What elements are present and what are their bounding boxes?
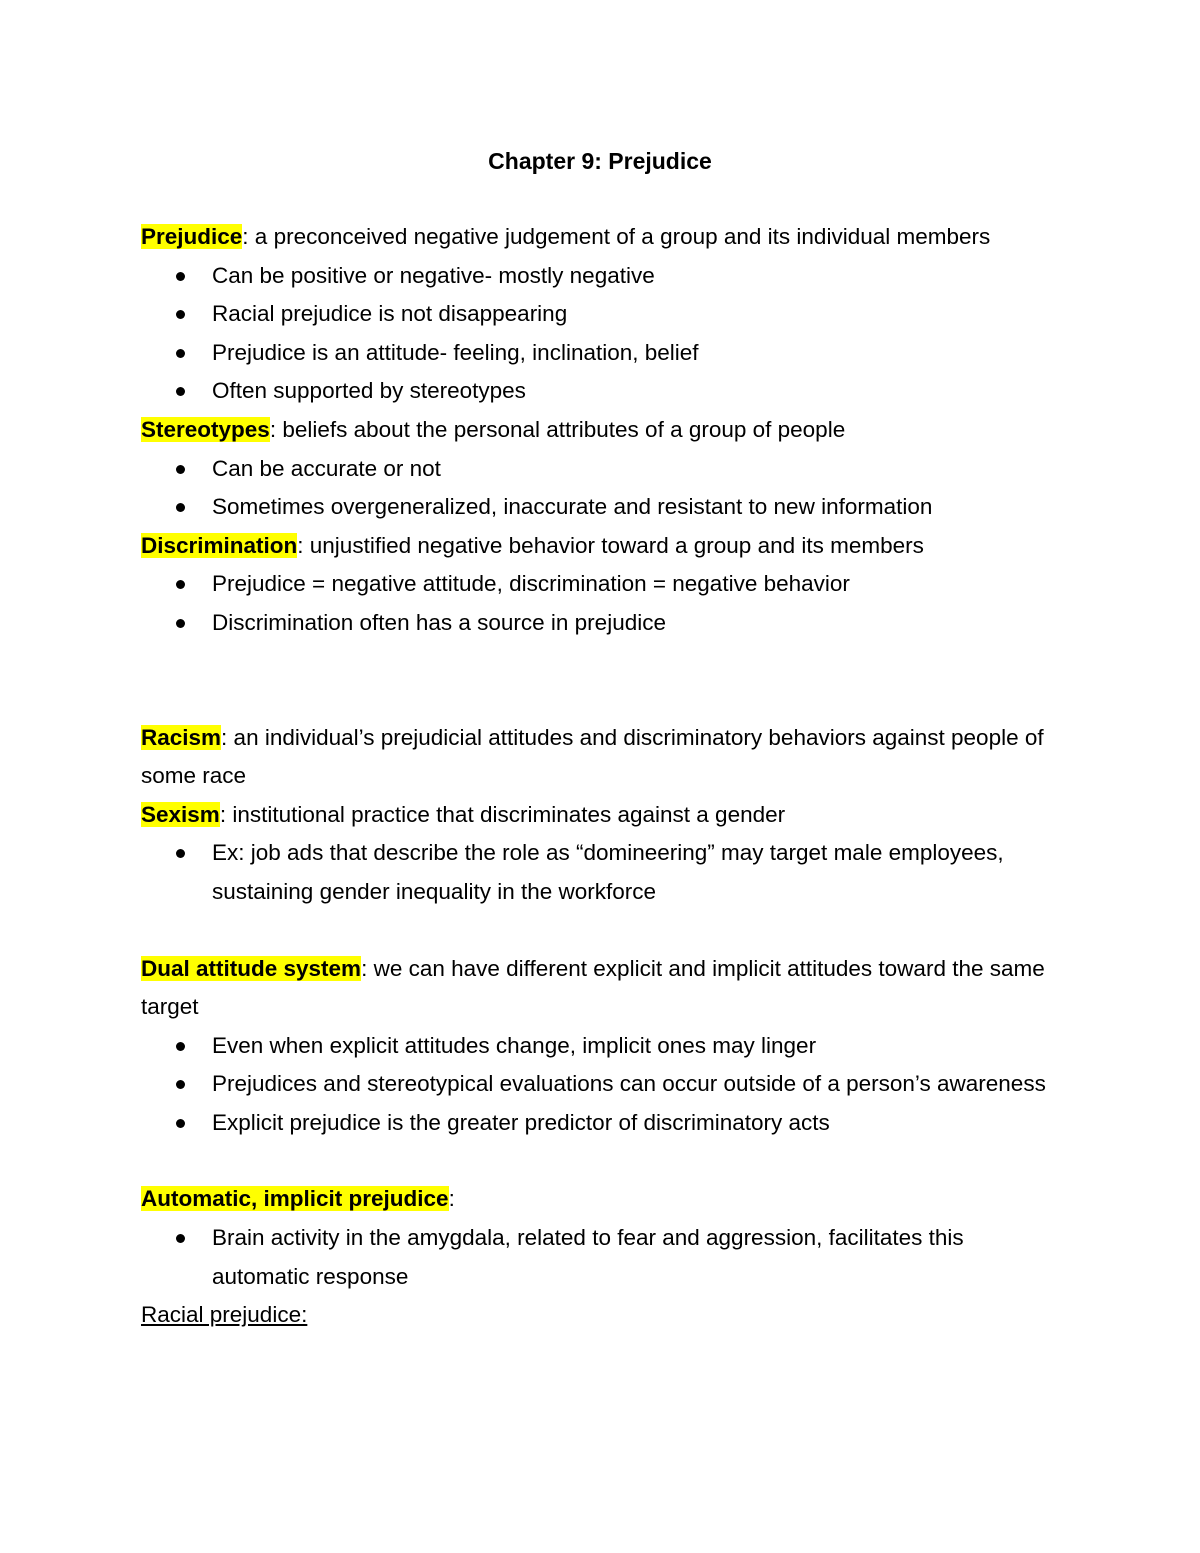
bullet-icon — [176, 310, 185, 319]
definition-text: : beliefs about the personal attributes of a group of people — [269, 416, 846, 442]
term-stereotypes: Stereotypes — [141, 416, 270, 442]
term-sexism: Sexism — [141, 801, 220, 827]
list-item — [141, 1027, 1050, 1066]
bullet-list-stereotypes — [141, 450, 1050, 527]
list-item — [141, 1065, 1050, 1104]
definition-text: : a preconceived negative judgement of a group and its individual members — [242, 224, 991, 249]
term-racism: Racism — [141, 724, 222, 750]
racial-prejudice-label: Racial prejudice: — [141, 1302, 308, 1328]
list-item-text: Prejudice is an attitude- feeling, inclination, belief — [212, 339, 699, 365]
bullet-list-dual-attitude — [141, 1027, 1050, 1143]
definition-text: : institutional practice that discriminates against a gender — [219, 801, 786, 827]
list-item-text: Explicit prejudice is the greater predictor of discriminatory acts — [212, 1109, 830, 1135]
bullet-icon — [176, 580, 185, 589]
bullet-list-discrimination — [141, 565, 1050, 642]
list-item-text: Brain activity in the amygdala, related to fear and aggression, facilitates this automatic response — [212, 1225, 964, 1289]
definition-dual-attitude-system — [141, 950, 1050, 1027]
definition-racism — [141, 719, 1050, 796]
list-item — [141, 257, 1050, 296]
term-dual-attitude-system: Dual attitude system — [141, 955, 362, 981]
bullet-list-sexism — [141, 834, 1050, 911]
list-item-text: Often supported by stereotypes — [212, 378, 526, 404]
term-prejudice: Prejudice — [141, 224, 243, 249]
definition-text: : an individual’s prejudicial attitudes and discriminatory behaviors against people of some race — [141, 724, 1044, 789]
bullet-icon — [176, 349, 185, 358]
definition-text: : we can have different explicit and implicit attitudes toward the same target — [141, 955, 1045, 1020]
list-item — [141, 488, 1050, 527]
spacer — [141, 643, 1050, 719]
list-item-text: Even when explicit attitudes change, implicit ones may linger — [212, 1032, 817, 1058]
bullet-icon — [176, 849, 185, 858]
definition-prejudice — [141, 218, 1050, 257]
term-automatic-implicit-prejudice: Automatic, implicit prejudice — [141, 1186, 449, 1212]
page-title: Chapter 9: Prejudice — [488, 148, 712, 174]
bullet-icon — [176, 1234, 185, 1243]
list-item — [141, 834, 1050, 911]
bullet-icon — [176, 1042, 185, 1051]
list-item-text: Can be accurate or not — [212, 455, 441, 481]
bullet-icon — [176, 272, 185, 281]
list-item-text: Discrimination often has a source in prejudice — [212, 609, 666, 635]
spacer — [141, 180, 1050, 218]
list-item-text: Prejudices and stereotypical evaluations can occur outside of a person’s awareness — [212, 1071, 1046, 1097]
definition-stereotypes — [141, 411, 1050, 450]
definition-text: : — [448, 1186, 455, 1212]
spacer — [141, 912, 1050, 950]
bullet-icon — [176, 619, 185, 628]
spacer — [141, 1142, 1050, 1180]
list-item — [141, 450, 1050, 489]
bullet-list-prejudice — [141, 257, 1050, 411]
list-item — [141, 1219, 1050, 1296]
definition-automatic-implicit-prejudice — [141, 1180, 1050, 1219]
definition-text: : unjustified negative behavior toward a group and its members — [297, 532, 924, 558]
bullet-icon — [176, 1080, 185, 1089]
list-item — [141, 1104, 1050, 1143]
list-item-text: Racial prejudice is not disappearing — [212, 301, 568, 327]
list-item — [141, 565, 1050, 604]
list-item — [141, 295, 1050, 334]
list-item-text: Sometimes overgeneralized, inaccurate and resistant to new information — [212, 494, 933, 520]
definition-sexism — [141, 796, 1050, 835]
bullet-icon — [176, 1119, 185, 1128]
racial-prejudice-heading — [141, 1296, 1050, 1335]
bullet-icon — [176, 465, 185, 474]
bullet-icon — [176, 503, 185, 512]
list-item-text: Ex: job ads that describe the role as “domineering” may target male employees, sustaining gender inequality in the workforce — [212, 840, 1004, 904]
list-item — [141, 372, 1050, 411]
list-item — [141, 334, 1050, 373]
bullet-list-automatic-prejudice — [141, 1219, 1050, 1296]
list-item-text: Can be positive or negative- mostly negative — [212, 262, 655, 288]
term-discrimination: Discrimination — [141, 532, 298, 558]
list-item-text: Prejudice = negative attitude, discrimination = negative behavior — [212, 571, 850, 597]
definition-discrimination — [141, 527, 1050, 566]
bullet-icon — [176, 387, 185, 396]
list-item — [141, 604, 1050, 643]
